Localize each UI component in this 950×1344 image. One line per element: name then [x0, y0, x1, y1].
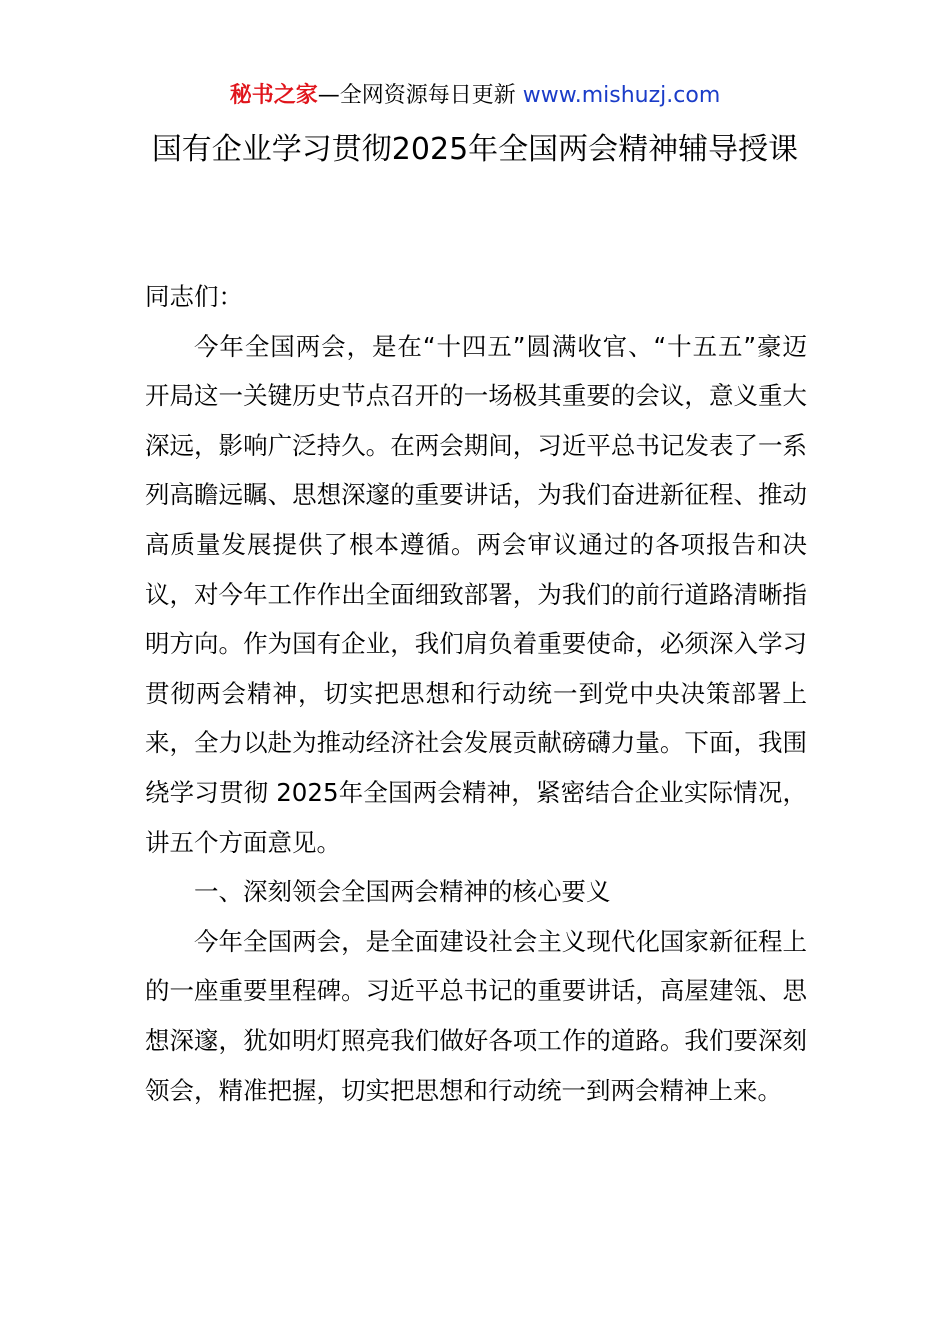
document-body	[145, 272, 807, 1115]
salutation: 同志们：	[145, 282, 243, 311]
site-url[interactable]: www.mishuzj.com	[522, 83, 721, 108]
site-header	[0, 80, 950, 112]
header-tagline: —全网资源每日更新	[317, 83, 523, 108]
section-heading-1: 一、深刻领会全国两会精神的核心要义	[194, 877, 611, 907]
paragraph-section-1: 今年全国两会，是全面建设社会主义现代化国家新征程上的一座重要里程碑。习近平总书记的重要讲话，高屋建瓴、思想深邃，犹如明灯照亮我们做好各项工作的道路。我们要深刻领会，精准把握，切实把思想和行动统一到两会精神上来。	[145, 926, 807, 1105]
paragraph-intro: 今年全国两会，是在“十四五”圆满收官、“十五五”豪迈开局这一关键历史节点召开的一场极其重要的会议，意义重大深远，影响广泛持久。在两会期间，习近平总书记发表了一系列高瞻远瞩、思想深邃的重要讲话，为我们奋进新征程、推动高质量发展提供了根本遵循。两会审议通过的各项报告和决议，对今年工作作出全面细致部署，为我们的前行道路清晰指明方向。作为国有企业，我们肩负着重要使命，必须深入学习贯彻两会精神，切实把思想和行动统一到党中央决策部署上来，全力以赴为推动经济社会发展贡献磅礴力量。下面，我围绕学习贯彻 2025年全国两会精神，紧密结合企业实际情况，讲五个方面意见。	[145, 331, 807, 857]
brand-name: 秘书之家	[229, 83, 318, 108]
document-title: 国有企业学习贯彻2025年全国两会精神辅导授课	[151, 132, 799, 167]
